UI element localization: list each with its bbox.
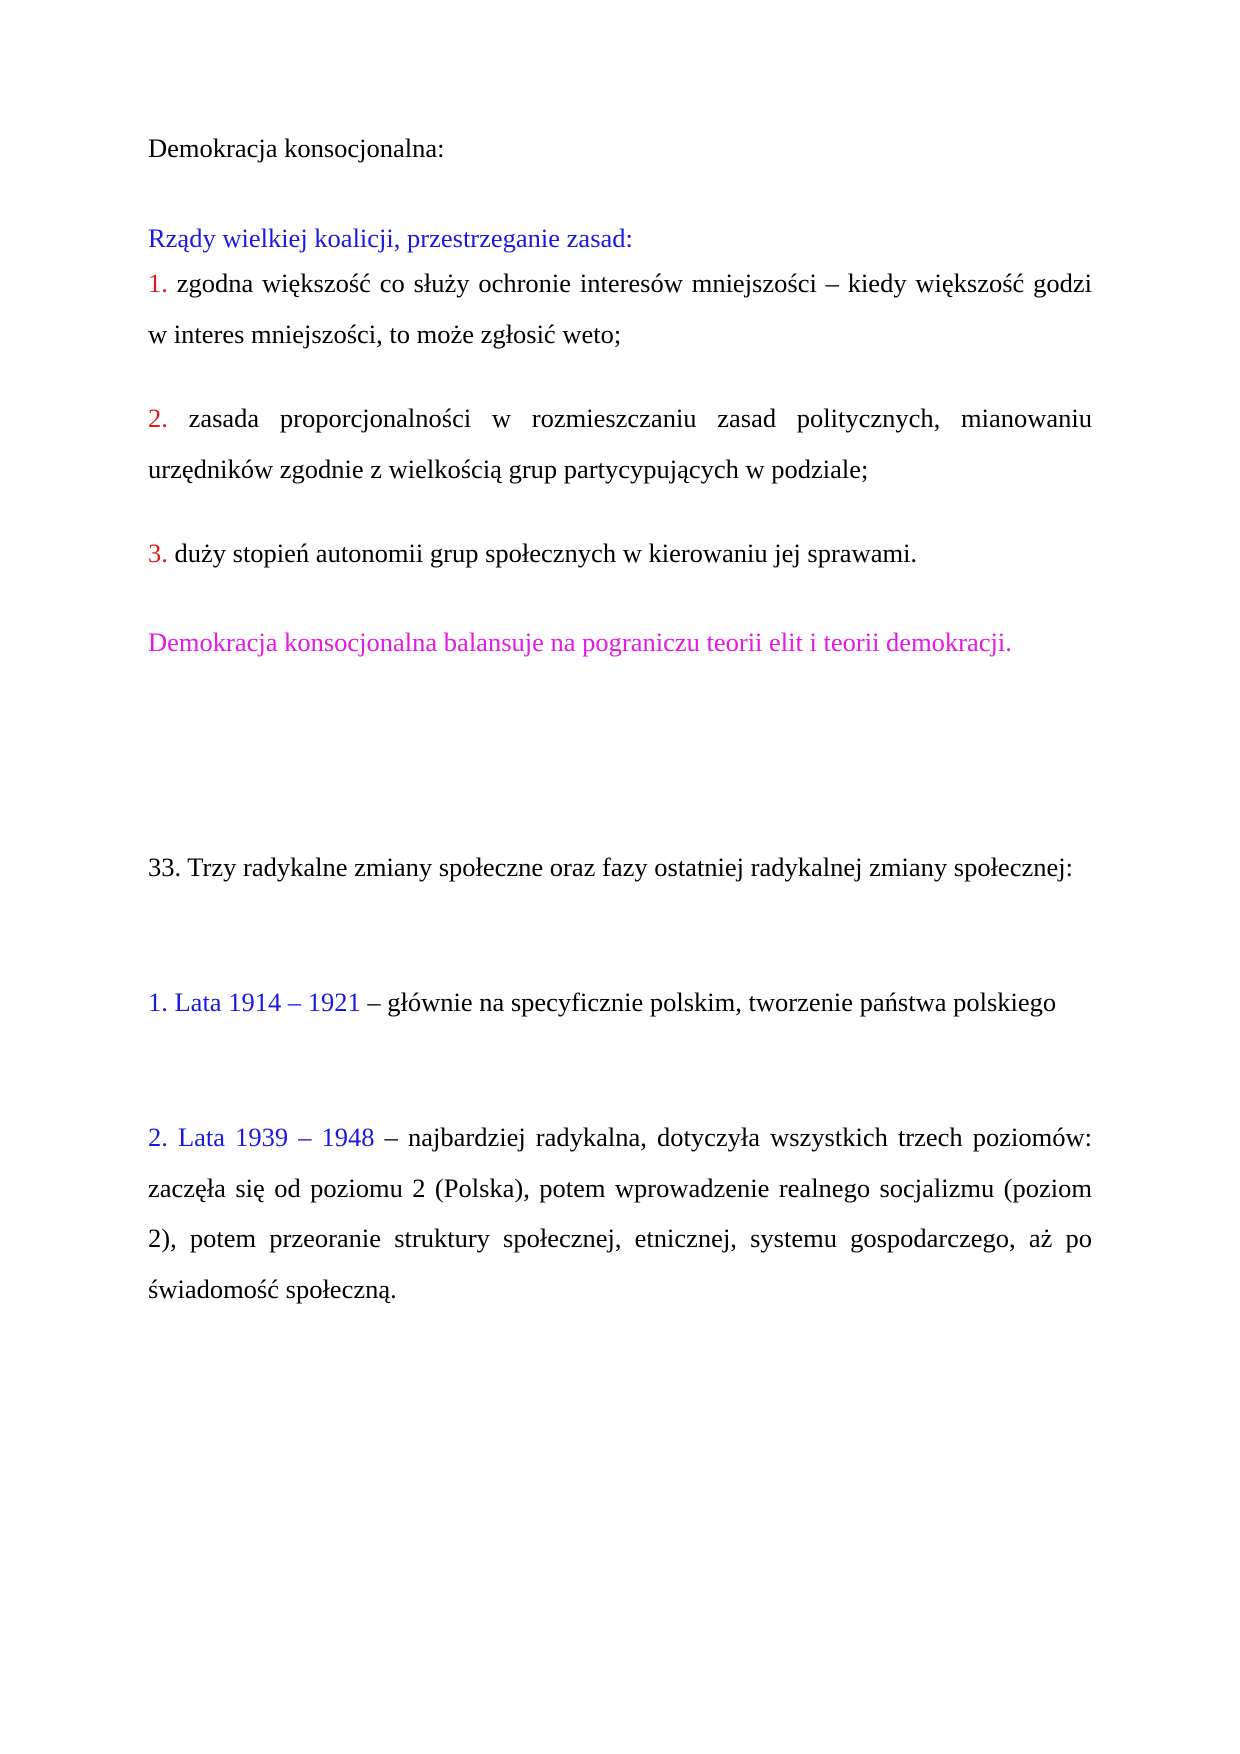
question-heading: 33. Trzy radykalne zmiany społeczne oraz fazy ostatniej radykalnej zmiany społecznej: (148, 852, 1073, 882)
principle-text: zgodna większość co służy ochronie interesów mniejszości – kiedy większość godzi w interes mniejszości, to może zgłosić weto; (148, 268, 1092, 349)
section-heading: Demokracja konsocjonalna: (148, 133, 445, 163)
principle-item-3 (148, 528, 1092, 579)
change-item-2 (148, 1112, 1092, 1314)
change-label: 1. Lata 1914 – 1921 (148, 987, 361, 1017)
principle-item-1 (148, 258, 1092, 359)
principle-item-2 (148, 393, 1092, 494)
principle-text: zasada proporcjonalności w rozmieszczaniu zasad politycznych, mianowaniu urzędników zgodnie z wielkością grup partycypujących w podziale; (148, 403, 1092, 484)
principle-number: 1. (148, 268, 168, 298)
principle-text: duży stopień autonomii grup społecznych w kierowaniu jej sprawami. (167, 538, 918, 568)
principle-number: 3. (148, 538, 168, 568)
change-text: – głównie na specyficznie polskim, tworzenie państwa polskiego (360, 987, 1057, 1017)
change-text: – najbardziej radykalna, dotyczyła wszystkich trzech poziomów: zaczęła się od poziomu 2 (Polska), potem wprowadzenie realnego socjalizmu (poziom 2), potem przeoranie struktury społecznej, etnicznej, systemu gospodarczego, aż po świadomość społeczną. (148, 1122, 1092, 1304)
change-label: 2. Lata 1939 – 1948 (148, 1122, 375, 1152)
note-paragraph: Demokracja konsocjonalna balansuje na pograniczu teorii elit i teorii demokracji. (148, 627, 1012, 657)
change-item-1 (148, 977, 1092, 1028)
principle-number: 2. (148, 403, 168, 433)
principles-intro: Rządy wielkiej koalicji, przestrzeganie zasad: (148, 223, 633, 253)
